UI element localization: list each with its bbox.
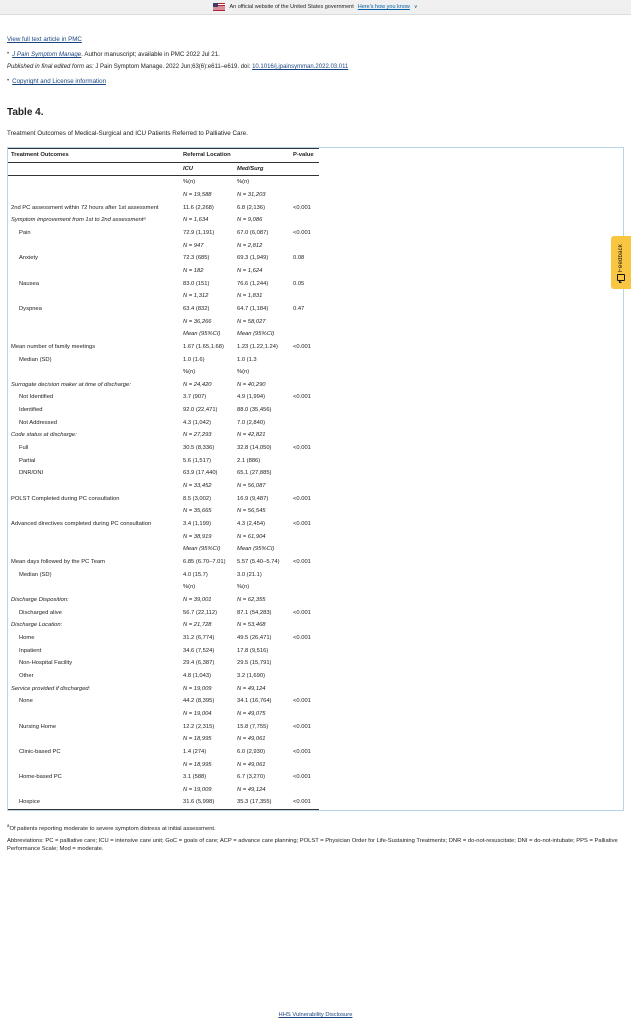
cell-icu: 72.3 (685) <box>183 255 210 262</box>
cell-pvalue <box>290 569 319 582</box>
cell-icu: N = 39,001 <box>183 596 212 603</box>
cell-outcome: Discharge Disposition: <box>11 596 69 603</box>
cell-pvalue: <0.001 <box>293 748 311 755</box>
table-row <box>8 480 319 493</box>
cell-outcome <box>8 328 180 341</box>
final-form-citation: J Pain Symptom Manage. 2022 Jun;63(6):e611–e619. doi: <box>95 64 251 70</box>
table-head <box>8 149 319 176</box>
cell-medsurg: 69.3 (1,949) <box>237 255 269 262</box>
cell-outcome: Mean days followed by the PC Team <box>11 559 105 565</box>
cell-medsurg: N = 49,124 <box>237 786 266 793</box>
cell-icu: 31.6 (5,998) <box>180 796 234 809</box>
cell-outcome: Clinic-based PC <box>19 748 61 755</box>
cell-pvalue <box>290 417 319 430</box>
table-caption: Treatment Outcomes of Medical-Surgical and ICU Patients Referred to Palliative Care. <box>7 130 248 137</box>
cell-medsurg: 64.7 (1,184) <box>237 305 269 312</box>
cell-icu: N = 33,452 <box>183 483 212 490</box>
cell-icu: N = 1,312 <box>183 293 209 300</box>
table-row <box>8 543 319 556</box>
table-row <box>8 202 319 215</box>
how-you-know-link[interactable]: Here's how you know <box>357 4 410 10</box>
table-row <box>8 176 319 189</box>
cell-pvalue <box>290 354 319 367</box>
cell-icu: 1.4 (274) <box>183 748 207 755</box>
cell-pvalue: <0.001 <box>293 229 311 236</box>
cell-pvalue <box>290 290 319 303</box>
table-row <box>8 607 319 620</box>
footnote-marker: a <box>7 823 10 829</box>
cell-outcome: Median (SD) <box>19 571 52 578</box>
cell-medsurg: Mean (95%CI) <box>237 546 275 553</box>
chevron-down-icon[interactable]: ∨ <box>413 4 418 10</box>
cell-outcome: Not Identified <box>19 394 54 401</box>
cell-icu: 11.6 (2,268) <box>183 204 214 211</box>
cell-medsurg: N = 49,075 <box>237 710 266 717</box>
table-footnotes <box>7 823 624 853</box>
cell-outcome: Discharged alive <box>19 609 62 616</box>
cell-medsurg: N = 1,831 <box>237 293 263 300</box>
cell-icu: N = 18,995 <box>183 736 212 743</box>
cell-icu: 83.0 (151) <box>183 280 210 287</box>
table-row <box>8 227 319 240</box>
cell-icu: N = 1,634 <box>183 217 209 224</box>
cell-medsurg: 2.1 (886) <box>237 457 261 464</box>
table-subheader-row <box>8 162 319 176</box>
cell-medsurg: %(n) <box>237 584 250 591</box>
cell-medsurg: 35.3 (17,355) <box>234 796 290 809</box>
cell-medsurg: N = 53,468 <box>237 622 266 629</box>
table-row <box>8 341 319 354</box>
cell-icu: N = 182 <box>183 267 204 274</box>
cell-pvalue: <0.001 <box>293 343 311 350</box>
cell-icu: 3.4 (1,199) <box>183 521 212 528</box>
table-row <box>8 379 319 392</box>
abbreviations-text: Abbreviations: PC = palliative care; ICU = intensive care unit; GoC = goals of care; ACP = advance care planning; POLST = Physician Order for Life-Sustaining Treatments; DNR = do-not-resuscitate; DNI = do-not-intubate; PPS = Palliative Performance Scale; Mod = moderate. <box>7 837 618 852</box>
cell-icu: Mean (95%CI) <box>183 331 221 338</box>
cell-pvalue: <0.001 <box>293 723 311 730</box>
cell-outcome <box>8 290 180 303</box>
cell-medsurg: 34.1 (16,764) <box>237 698 272 705</box>
cell-medsurg: N = 56,545 <box>237 508 266 515</box>
cell-medsurg: 6.0 (2,930) <box>237 748 266 755</box>
cell-outcome: POLST Completed during PC consultation <box>11 495 120 502</box>
cell-outcome: DNR/DNI <box>19 470 44 477</box>
subheader-medsurg: Med/Surg <box>234 162 290 176</box>
cell-medsurg: N = 49,061 <box>237 761 266 768</box>
cell-medsurg: 67.0 (6,087) <box>237 229 269 236</box>
table-row <box>8 328 319 341</box>
cell-medsurg: %(n) <box>237 179 250 186</box>
table-row <box>8 771 319 784</box>
cell-medsurg: 29.5 (15,791) <box>237 660 272 667</box>
journal-name-link[interactable]: J Pain Symptom Manage <box>12 51 82 58</box>
table-row <box>8 569 319 582</box>
cell-outcome: Nausea <box>19 280 39 287</box>
cell-outcome: Median (SD) <box>19 356 52 363</box>
cell-icu: N = 19,009 <box>183 786 212 793</box>
table-row <box>8 404 319 417</box>
table-row <box>8 796 319 809</box>
cell-medsurg: %(n) <box>237 369 250 376</box>
cell-pvalue: <0.001 <box>293 495 311 502</box>
cell-icu: 72.9 (1,191) <box>183 229 215 236</box>
table-row <box>8 746 319 759</box>
cell-pvalue <box>290 379 319 392</box>
cell-medsurg: 15.8 (7,755) <box>237 723 269 730</box>
cell-medsurg: 32.8 (14,050) <box>237 445 272 452</box>
cell-pvalue <box>290 467 319 480</box>
cell-icu: 12.2 (2,315) <box>183 723 215 730</box>
cell-outcome <box>8 176 180 189</box>
table-row <box>8 391 319 404</box>
cell-medsurg: 4.3 (2,454) <box>237 521 266 528</box>
final-form-prefix: Published in final edited form as: <box>7 64 94 70</box>
cell-pvalue: <0.001 <box>293 609 311 616</box>
cell-medsurg: 76.6 (1,244) <box>237 280 269 287</box>
cell-icu: 8.5 (3,002) <box>183 495 212 502</box>
cell-pvalue <box>290 683 319 696</box>
subheader-icu: ICU <box>180 162 234 176</box>
table-row <box>8 784 319 797</box>
cell-medsurg: 7.0 (2,840) <box>237 419 266 426</box>
cell-icu: %(n) <box>183 369 196 376</box>
citation-block <box>0 15 631 85</box>
final-form-row <box>7 64 624 70</box>
cell-outcome: Dyspnea <box>19 305 42 312</box>
cell-outcome <box>8 531 180 544</box>
cell-icu: N = 19,004 <box>183 710 212 717</box>
cell-icu: 29.4 (6,387) <box>183 660 215 667</box>
table-row <box>8 708 319 721</box>
cell-pvalue: 0.05 <box>293 280 305 287</box>
cell-outcome <box>8 366 180 379</box>
cell-outcome: Partial <box>19 457 36 464</box>
cell-pvalue <box>290 366 319 379</box>
cell-pvalue: <0.001 <box>293 394 311 401</box>
cell-pvalue <box>290 784 319 797</box>
full-text-link-row <box>7 33 624 44</box>
cell-medsurg: N = 40,290 <box>237 381 266 388</box>
table-row <box>8 467 319 480</box>
table-row <box>8 252 319 265</box>
table-row <box>8 759 319 772</box>
cell-outcome <box>8 316 180 329</box>
cell-medsurg: Mean (95%CI) <box>237 331 275 338</box>
cell-icu: N = 36,266 <box>183 318 212 325</box>
cell-outcome: Pain <box>19 229 31 236</box>
table-number-label: Table 4. <box>7 107 44 118</box>
cell-outcome: Service provided if discharged: <box>11 685 91 692</box>
cell-outcome <box>8 240 180 253</box>
cell-icu: N = 21,728 <box>183 622 212 629</box>
table-row <box>8 278 319 291</box>
cell-icu: 44.2 (8,395) <box>183 698 215 705</box>
cell-icu: N = 19,588 <box>183 191 212 198</box>
cell-pvalue <box>290 214 319 227</box>
us-flag-icon <box>213 3 225 11</box>
cell-outcome <box>8 581 180 594</box>
cell-medsurg: 6.8 (2,136) <box>237 204 266 211</box>
cell-icu: N = 38,919 <box>183 533 212 540</box>
cell-medsurg: N = 49,124 <box>237 685 266 692</box>
cell-outcome: Symptom improvement from 1st to 2nd assessmentᵃ <box>11 217 146 224</box>
table-row <box>8 455 319 468</box>
cell-pvalue <box>290 657 319 670</box>
table-row <box>8 265 319 278</box>
table-row <box>8 657 319 670</box>
cell-outcome: Non-Hospital Facility <box>19 660 73 667</box>
table-row <box>8 303 319 316</box>
cell-medsurg: N = 56,087 <box>237 483 266 490</box>
journal-citation-row <box>7 51 624 58</box>
table-row <box>8 531 319 544</box>
table-row <box>8 493 319 506</box>
cell-pvalue: <0.001 <box>293 698 311 705</box>
cell-pvalue: <0.001 <box>293 634 311 641</box>
cell-outcome: None <box>19 698 33 705</box>
cell-outcome <box>8 733 180 746</box>
cell-pvalue: <0.001 <box>293 559 311 565</box>
table-row <box>8 619 319 632</box>
cell-medsurg: N = 31,203 <box>237 191 266 198</box>
cell-pvalue: <0.001 <box>293 774 311 781</box>
cell-pvalue <box>290 176 319 189</box>
cell-medsurg: N = 2,812 <box>237 242 263 249</box>
license-row <box>7 78 624 85</box>
cell-icu: 1.67 (1.65,1.68) <box>183 343 224 350</box>
cell-outcome: Full <box>19 445 29 452</box>
cell-outcome <box>8 189 180 202</box>
cell-pvalue <box>290 543 319 556</box>
cell-outcome: Nursing Home <box>19 723 57 730</box>
cell-icu: 34.6 (7,524) <box>183 647 215 654</box>
cell-pvalue <box>290 328 319 341</box>
cell-pvalue: 0.08 <box>293 255 305 262</box>
cell-pvalue <box>290 189 319 202</box>
cell-outcome <box>8 759 180 772</box>
cell-pvalue <box>290 619 319 632</box>
cell-pvalue <box>290 404 319 417</box>
cell-medsurg: N = 1,624 <box>237 267 263 274</box>
subheader-blank <box>8 162 180 176</box>
table-row <box>8 189 319 202</box>
gov-banner-text: An official website of the United States government <box>229 4 354 10</box>
cell-outcome: Hospice <box>8 796 180 809</box>
hhs-vulnerability-disclosure-link[interactable]: HHS Vulnerability Disclosure <box>278 1012 353 1018</box>
cell-pvalue <box>290 581 319 594</box>
cell-outcome <box>8 543 180 556</box>
cell-pvalue <box>290 670 319 683</box>
table-row <box>8 214 319 227</box>
table-row <box>8 695 319 708</box>
table-row <box>8 442 319 455</box>
view-full-text-link[interactable]: View full text article in PMC <box>7 36 82 43</box>
cell-icu: Mean (95%CI) <box>183 546 221 553</box>
cell-medsurg: N = 9,086 <box>237 217 263 224</box>
cell-medsurg: N = 58,027 <box>237 318 266 325</box>
footnote-a <box>7 823 624 834</box>
table-row <box>8 518 319 531</box>
cell-pvalue <box>290 531 319 544</box>
cell-outcome: Code status at discharge: <box>11 432 77 439</box>
bullet-icon: • <box>7 78 10 84</box>
cell-medsurg: N = 62,355 <box>237 596 266 603</box>
feedback-button[interactable] <box>611 236 631 289</box>
table-row <box>8 290 319 303</box>
cell-medsurg: 49.5 (26,471) <box>237 634 272 641</box>
feedback-label: Feedback <box>618 243 624 272</box>
cell-pvalue: <0.001 <box>293 521 311 528</box>
table-container <box>7 147 624 811</box>
table-header-row <box>8 149 319 163</box>
cell-outcome: Mean number of family meetings <box>11 343 96 350</box>
table-row <box>8 556 319 569</box>
cell-icu: 4.0 (15.7) <box>183 571 208 578</box>
cell-outcome: 2nd PC assessment within 72 hours after 1st assessment <box>11 204 159 211</box>
table-row <box>8 240 319 253</box>
cell-outcome: Inpatient <box>19 647 42 654</box>
cell-pvalue <box>290 708 319 721</box>
cell-pvalue: <0.001 <box>293 445 311 452</box>
cell-icu: 5.6 (1,517) <box>183 457 212 464</box>
table-row <box>8 632 319 645</box>
cell-pvalue <box>290 316 319 329</box>
cell-icu: 63.9 (17,440) <box>183 470 218 477</box>
cell-medsurg: 4.9 (1,994) <box>237 394 266 401</box>
cell-pvalue <box>290 265 319 278</box>
cell-medsurg: N = 42,821 <box>237 432 266 439</box>
cell-outcome: Anxiety <box>19 255 39 262</box>
cell-pvalue <box>290 594 319 607</box>
footnote-a-text: Of patients reporting moderate to severe symptom distress at initial assessment. <box>9 826 216 833</box>
table-row <box>8 417 319 430</box>
cell-icu: 30.5 (8,336) <box>183 445 215 452</box>
header-treatment-outcomes: Treatment Outcomes <box>8 149 180 163</box>
cell-medsurg: 5.57 (5.40–5.74) <box>237 559 280 565</box>
cell-pvalue <box>290 455 319 468</box>
cell-icu: 4.3 (1,042) <box>183 419 212 426</box>
gov-banner <box>0 0 631 15</box>
table-row <box>8 366 319 379</box>
cell-icu: 92.0 (22,471) <box>183 407 218 414</box>
cell-pvalue <box>290 480 319 493</box>
table-row <box>8 354 319 367</box>
cell-icu: 3.7 (907) <box>183 394 207 401</box>
cell-icu: N = 24,420 <box>183 381 212 388</box>
header-p-value: P-value <box>290 149 319 163</box>
cell-medsurg: 17.8 (9,516) <box>237 647 269 654</box>
cell-outcome <box>8 784 180 797</box>
bullet-icon: • <box>7 51 10 57</box>
cell-outcome: Identified <box>19 407 43 414</box>
cell-medsurg: 1.0 (1.3 <box>237 356 257 363</box>
cell-outcome: Other <box>19 672 34 679</box>
treatment-outcomes-table <box>8 148 319 810</box>
cell-medsurg: 88.0 (35,456) <box>237 407 272 414</box>
journal-availability-text: . Author manuscript; available in PMC 2022 Jul 21. <box>81 51 220 58</box>
cell-pvalue <box>290 429 319 442</box>
cell-outcome: Not Addressed <box>19 419 58 426</box>
cell-icu: 56.7 (22,112) <box>183 609 218 616</box>
cell-icu: 63.4 (832) <box>183 305 210 312</box>
cell-icu: N = 27,293 <box>183 432 212 439</box>
cell-medsurg: 3.2 (1,690) <box>237 672 266 679</box>
cell-icu: 1.0 (1.6) <box>183 356 205 363</box>
table-row <box>8 594 319 607</box>
doi-link[interactable]: 10.1016/j.jpainsymman.2022.03.011 <box>252 64 349 70</box>
cell-outcome <box>8 505 180 518</box>
table-row <box>8 581 319 594</box>
cell-pvalue <box>290 645 319 658</box>
cell-outcome <box>8 480 180 493</box>
cell-pvalue: <0.001 <box>290 796 319 809</box>
cell-outcome <box>8 708 180 721</box>
cell-icu: 6.85 (6.70–7.01) <box>183 559 226 565</box>
table-row <box>8 721 319 734</box>
cell-icu: %(n) <box>183 584 196 591</box>
table-row <box>8 645 319 658</box>
cell-medsurg: 65.1 (27,885) <box>237 470 272 477</box>
table-row <box>8 670 319 683</box>
cell-outcome: Home <box>19 634 35 641</box>
cell-pvalue: <0.001 <box>293 204 311 211</box>
copyright-license-link[interactable]: Copyright and License information <box>12 78 107 85</box>
cell-medsurg: 16.9 (9,487) <box>237 495 269 502</box>
cell-icu: N = 947 <box>183 242 204 249</box>
table-row <box>8 429 319 442</box>
cell-medsurg: N = 49,061 <box>237 736 266 743</box>
cell-outcome: Discharge Location: <box>11 622 63 629</box>
cell-pvalue <box>290 240 319 253</box>
cell-outcome: Surrogate decision maker at time of discharge: <box>11 381 131 388</box>
table-row <box>8 316 319 329</box>
cell-outcome: Home-based PC <box>19 774 62 781</box>
table-body <box>8 176 319 810</box>
cell-icu: 3.1 (588) <box>183 774 207 781</box>
cell-medsurg: 87.1 (54,283) <box>237 609 272 616</box>
cell-icu: N = 18,995 <box>183 761 212 768</box>
cell-icu: N = 35,665 <box>183 508 212 515</box>
cell-icu: 31.2 (6,774) <box>183 634 215 641</box>
cell-medsurg: 3.0 (21.1) <box>237 571 262 578</box>
cell-medsurg: 1.23 (1.22,1.24) <box>237 343 278 350</box>
header-referral-location: Referral Location <box>180 149 290 163</box>
cell-icu: %(n) <box>183 179 196 186</box>
cell-pvalue <box>290 759 319 772</box>
table-row <box>8 733 319 746</box>
subheader-blank-2 <box>290 162 319 176</box>
cell-outcome <box>8 265 180 278</box>
page-footer <box>0 1012 631 1018</box>
cell-icu: 4.8 (1,043) <box>183 672 212 679</box>
cell-pvalue <box>290 733 319 746</box>
cell-pvalue <box>290 505 319 518</box>
cell-medsurg: 6.7 (3,270) <box>237 774 266 781</box>
speech-bubble-icon <box>617 274 625 281</box>
cell-pvalue: 0.47 <box>293 305 305 312</box>
cell-outcome: Advanced directives completed during PC consultation <box>11 521 152 528</box>
table-row <box>8 505 319 518</box>
cell-medsurg: N = 61,904 <box>237 533 266 540</box>
table-row <box>8 683 319 696</box>
cell-icu: N = 19,009 <box>183 685 212 692</box>
